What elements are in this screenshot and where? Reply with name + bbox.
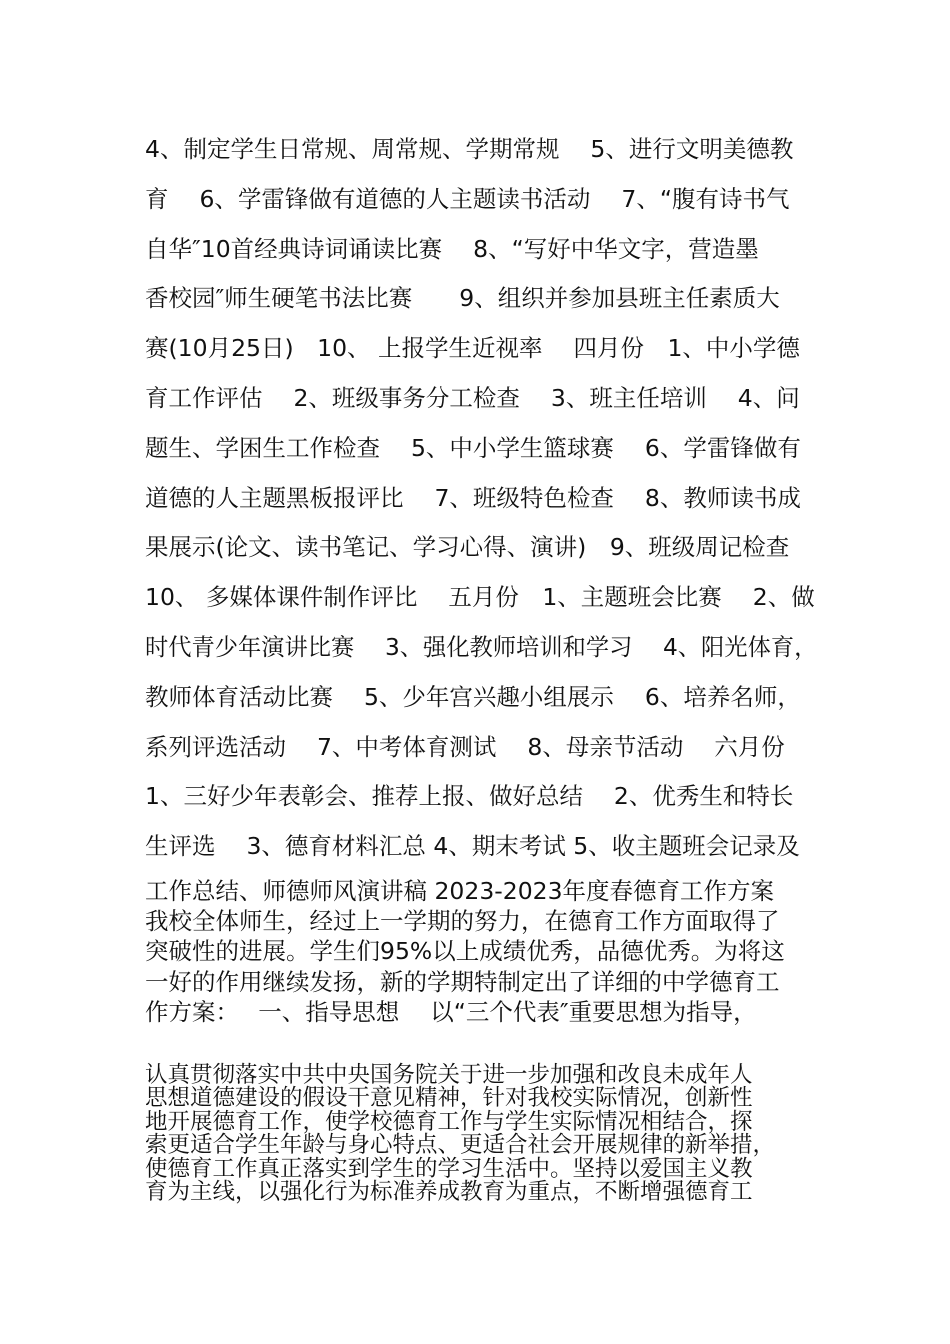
text-line: 育 6、学雷锋做有道德的人主题读书活动 7、“腹有诗书气	[145, 184, 790, 213]
text-line: 地开展德育工作，使学校德育工作与学生实际情况相结合，探	[145, 1108, 753, 1135]
text-line: 10、 多媒体课件制作评比 五月份 1、主题班会比赛 2、做	[145, 583, 815, 612]
text-line: 题生、学困生工作检查 5、中小学生篮球赛 6、学雷锋做有	[145, 433, 801, 462]
text-line: 时代青少年演讲比赛 3、强化教师培训和学习 4、阳光体育，	[145, 632, 818, 661]
text-line: 4、制定学生日常规、周常规、学期常规 5、进行文明美德教	[145, 135, 794, 163]
text-line: 果展示(论文、读书笔记、学习心得、演讲) 9、班级周记检查	[145, 533, 790, 562]
text-line: 教师体育活动比赛 5、少年宫兴趣小组展示 6、培养名师，	[145, 682, 801, 711]
activity-schedule-paragraph	[145, 125, 817, 872]
text-line: 赛(10月25日) 10、 上报学生近视率 四月份 1、中小学德	[145, 334, 800, 363]
text-line: 一好的作用继续发扬，新的学期特制定出了详细的中学德育工	[145, 967, 780, 996]
plan-intro-paragraph	[145, 876, 817, 1027]
text-line: 使德育工作真正落实到学生的学习生活中。坚持以爱国主义教	[145, 1155, 753, 1182]
text-line: 作方案： 一、指导思想 以“三个代表″重要思想为指导，	[145, 997, 757, 1026]
text-line: 育工作评估 2、班级事务分工检查 3、班主任培训 4、问	[145, 383, 800, 412]
text-line: 认真贯彻落实中共中央国务院关于进一步加强和改良未成年人	[145, 1062, 753, 1088]
text-line: 1、三好少年表彰会、推荐上报、做好总结 2、优秀生和特长	[145, 782, 794, 811]
text-line: 育为主线，以强化行为标准养成教育为重点，不断增强德育工	[145, 1178, 753, 1205]
text-line: 生评选 3、德育材料汇总 4、期末考试 5、收主题班会记录及	[145, 832, 800, 861]
text-line: 索更适合学生年龄与身心特点、更适合社会开展规律的新举措，	[145, 1132, 776, 1159]
text-line: 突破性的进展。学生们95%以上成绩优秀，品德优秀。为将这	[145, 937, 785, 966]
text-line: 自华″10首经典诗词诵读比赛 8、“写好中华文字，营造墨	[145, 234, 759, 263]
text-line: 我校全体师生，经过上一学期的努力，在德育工作方面取得了	[145, 907, 780, 936]
guiding-principle-paragraph	[145, 1064, 817, 1204]
text-line: 道德的人主题黑板报评比 7、班级特色检查 8、教师读书成	[145, 483, 801, 512]
text-line: 香校园″师生硬笔书法比赛 9、组织并参加县班主任素质大	[145, 284, 780, 313]
text-line: 工作总结、师德师风演讲稿 2023-2023年度春德育工作方案	[145, 877, 775, 905]
text-line: 系列评选活动 7、中考体育测试 8、母亲节活动 六月份	[145, 732, 785, 761]
text-line: 思想道德建设的假设干意见精神，针对我校实际情况，创新性	[145, 1085, 753, 1112]
